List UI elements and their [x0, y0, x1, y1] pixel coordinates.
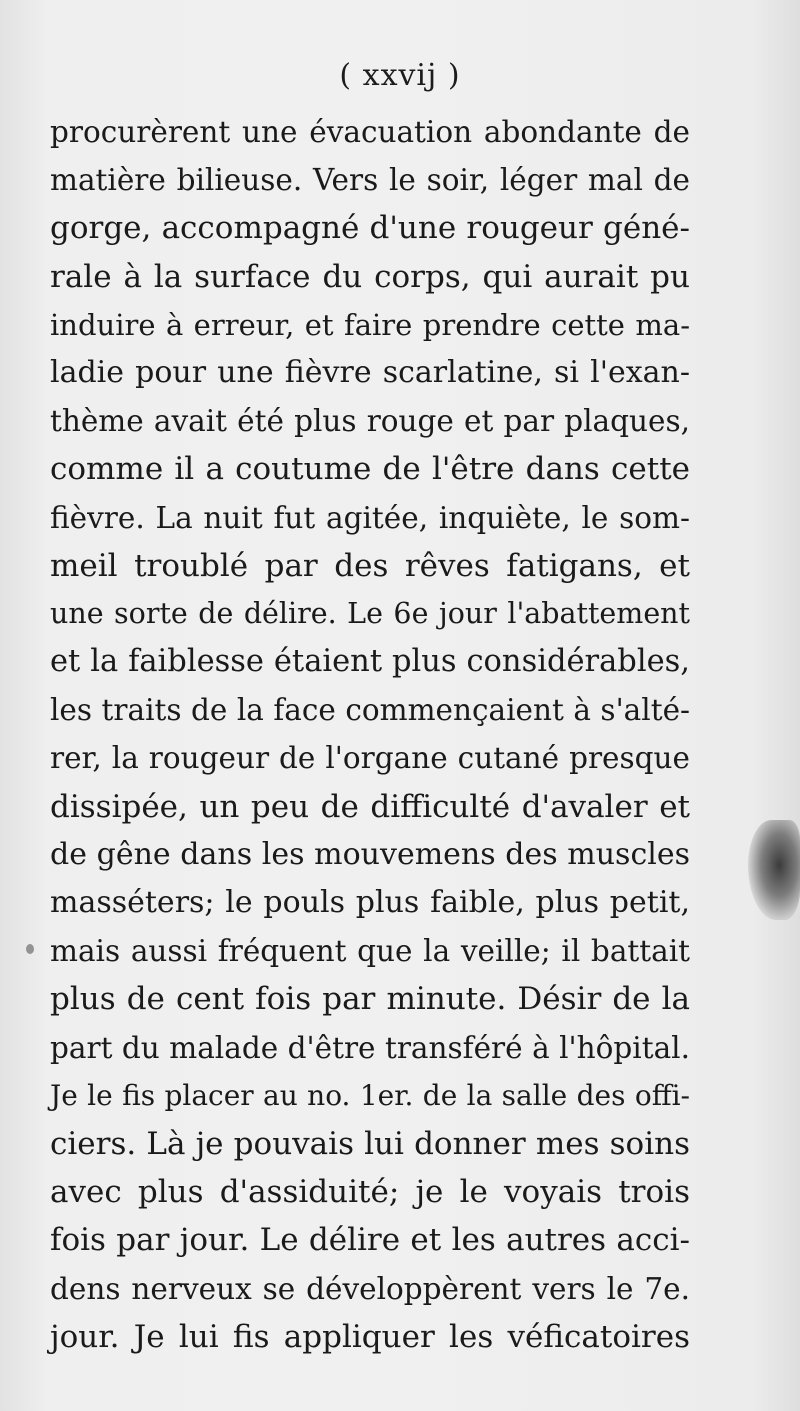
text-line: procurèrent une évacuation abondante de [50, 115, 690, 149]
text-line: fièvre. La nuit fut agitée, inquiète, le som- [50, 500, 690, 535]
text-line: masséters; le pouls plus faible, plus petit, [50, 885, 690, 920]
text-line: dissipée, un peu de difficulté d'avaler et [50, 788, 690, 825]
ink-stain [748, 820, 800, 920]
text-line: plus de cent fois par minute. Désir de la [50, 981, 690, 1018]
text-line: rale à la surface du corps, qui aurait pu [50, 258, 690, 295]
page-number: ( xxvij ) [339, 58, 461, 93]
text-line: fois par jour. Le délire et les autres acci- [50, 1222, 690, 1259]
text-line: dens nerveux se développèrent vers le 7e. [50, 1271, 690, 1306]
paper-speck [26, 944, 34, 954]
text-line: induire à erreur, et faire prendre cette ma- [50, 307, 690, 342]
text-line: une sorte de délire. Le 6e jour l'abattement [50, 596, 690, 630]
body-text [50, 108, 690, 1361]
text-line: Je le fis placer au no. 1er. de la salle des offi- [50, 1078, 690, 1112]
text-line: de gêne dans les mouvemens des muscles [50, 836, 690, 872]
text-line: les traits de la face commençaient à s'alté- [50, 693, 690, 728]
text-line: mais aussi fréquent que la veille; il battait [50, 934, 690, 969]
text-line: gorge, accompagné d'une rougeur géné- [50, 210, 690, 247]
text-line: thème avait été plus rouge et par plaques, [50, 404, 690, 439]
text-line: comme il a coutume de l'être dans cette [50, 451, 690, 488]
text-line: avec plus d'assiduité; je le voyais trois [50, 1174, 690, 1211]
text-line: rer, la rougeur de l'organe cutané presque [50, 741, 690, 776]
text-line: et la faiblesse étaient plus considérables, [50, 644, 690, 680]
text-line: jour. Je lui fis appliquer les véficatoires [50, 1318, 690, 1355]
text-line: part du malade d'être transféré à l'hôpital. [50, 1030, 690, 1065]
text-line: ladie pour une fièvre scarlatine, si l'exan- [50, 354, 690, 390]
text-line: matière bilieuse. Vers le soir, léger mal de [50, 163, 690, 198]
text-line: ciers. Là je pouvais lui donner mes soins [50, 1125, 690, 1162]
text-line: meil troublé par des rêves fatigans, et [50, 547, 690, 584]
